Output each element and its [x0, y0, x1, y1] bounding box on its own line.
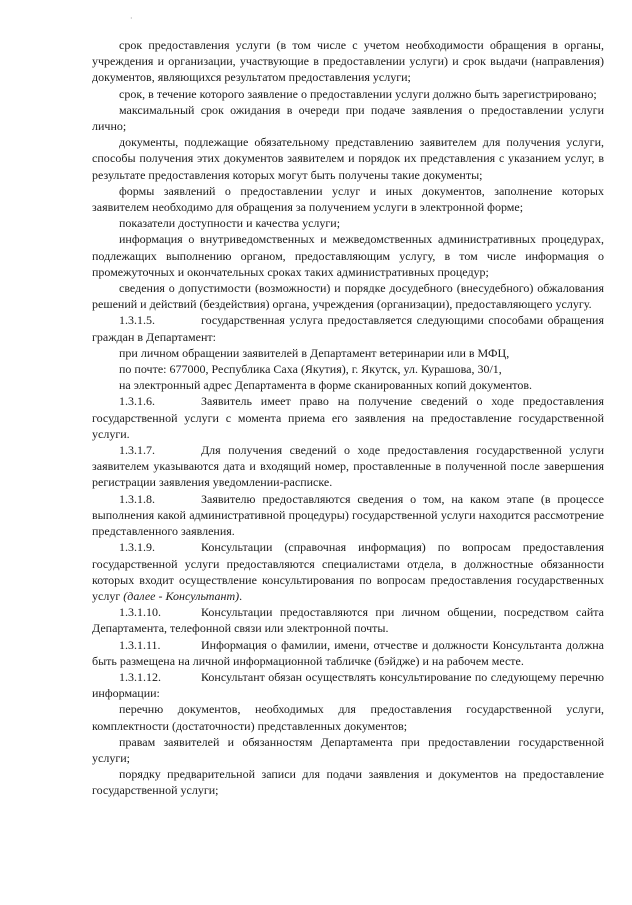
clause-number: 1.3.1.9. — [119, 540, 155, 555]
numbered-clause-1-3-1-11: 1.3.1.11. Информация о фамилии, имени, отчестве и должности Консультанта должна быть размещена на личной информационной табличке (бэйдже) и на рабочем месте. — [92, 637, 604, 668]
clause-number: 1.3.1.12. — [119, 669, 161, 684]
paragraph: сведения о допустимости (возможности) и порядке досудебного (внесудебного) обжалования решений и действий (бездействия) органа, учреждения (организации), предоставляющего услугу. — [92, 281, 604, 312]
paragraph: максимальный срок ожидания в очереди при подаче заявления о предоставлении услуги лично; — [92, 102, 604, 134]
clause-number: 1.3.1.7. — [119, 443, 155, 458]
numbered-clause-1-3-1-5: 1.3.1.5. государственная услуга предоставляется следующими способами обращения граждан в Департамент: — [92, 313, 604, 344]
clause-number: 1.3.1.5. — [119, 313, 155, 328]
paragraph: срок, в течение которого заявление о предоставлении услуги должно быть зарегистрировано; — [119, 86, 597, 101]
numbered-clause-1-3-1-10: 1.3.1.10. Консультации предоставляются при личном общении, посредством сайта Департамента, телефонной связи или электронной почты. — [92, 605, 604, 636]
numbered-clause-1-3-1-12: 1.3.1.12. Консультант обязан осуществлять консультирование по следующему перечню информации: — [92, 669, 604, 701]
scan-mark: · — [130, 14, 133, 23]
clause-number: 1.3.1.6. — [119, 394, 155, 409]
paragraph: правам заявителей и обязанностям Департамента при предоставлении государственной услуги; — [92, 734, 604, 765]
paragraph: порядку предварительной записи для подачи заявления и документов на предоставление государственной услуги; — [92, 767, 604, 798]
clause-number: 1.3.1.10. — [119, 605, 161, 620]
paragraph: по почте: 677000, Республика Саха (Якутия), г. Якутск, ул. Курашова, 30/1, — [119, 362, 502, 377]
paragraph: перечню документов, необходимых для предоставления государственной услуги, комплектности (достаточности) представленных документов; — [92, 702, 604, 733]
numbered-clause-1-3-1-7: 1.3.1.7. Для получения сведений о ходе предоставления государственной услуги заявителем указываются дата и входящий номер, проставленные в полученной после завершения регистрации заявления уведомлении-расписке. — [92, 443, 604, 490]
clause-number: 1.3.1.8. — [119, 491, 155, 506]
paragraph: при личном обращении заявителей в Департамент ветеринарии или в МФЦ, — [119, 345, 510, 360]
numbered-clause-1-3-1-8: 1.3.1.8. Заявителю предоставляются сведения о том, на каком этапе (в процессе выполнения какой административной процедуры) государственной услуги находится рассмотрение представленного заявления. — [92, 491, 604, 539]
paragraph: формы заявлений о предоставлении услуг и иных документов, заполнение которых заявителем необходимо для обращения за получением услуги в электронной форме; — [92, 183, 604, 215]
paragraph: срок предоставления услуги (в том числе с учетом необходимости обращения в органы, учреждения и организации, участвующие в предоставлении услуги) и срок выдачи (направления) документов, являющихся результатом предоставления услуги; — [92, 38, 604, 85]
clause-number: 1.3.1.11. — [119, 637, 161, 652]
paragraph: информация о внутриведомственных и межведомственных административных процедурах, подлежащих выполнению органом, предоставляющим услугу, в том числе информация о промежуточных и окончательных сроках таких административных процедур; — [92, 232, 604, 279]
document-page — [92, 37, 604, 799]
paragraph: документы, подлежащие обязательному представлению заявителем для получения услуги, способы получения этих документов заявителем и порядок их представления с указанием услуг, в результате предоставления которых могут быть получены такие документы; — [92, 135, 604, 182]
paragraph: показатели доступности и качества услуги; — [119, 216, 341, 231]
numbered-clause-1-3-1-6: 1.3.1.6. Заявитель имеет право на получение сведений о ходе предоставления государственной услуги с момента приема его заявления на предоставление государственной услуги. — [92, 394, 604, 441]
numbered-clause-1-3-1-9: 1.3.1.9. Консультации (справочная информация) по вопросам предоставления государственной услуги предоставляются специалистами отдела, в должностные обязанности которых входит осуществление консультирования по вопросам предоставления государственных услуг (далее - Консультант). — [92, 540, 604, 603]
italic-term: (далее - Консультант) — [123, 588, 240, 603]
paragraph: на электронный адрес Департамента в форме сканированных копий документов. — [119, 378, 533, 393]
